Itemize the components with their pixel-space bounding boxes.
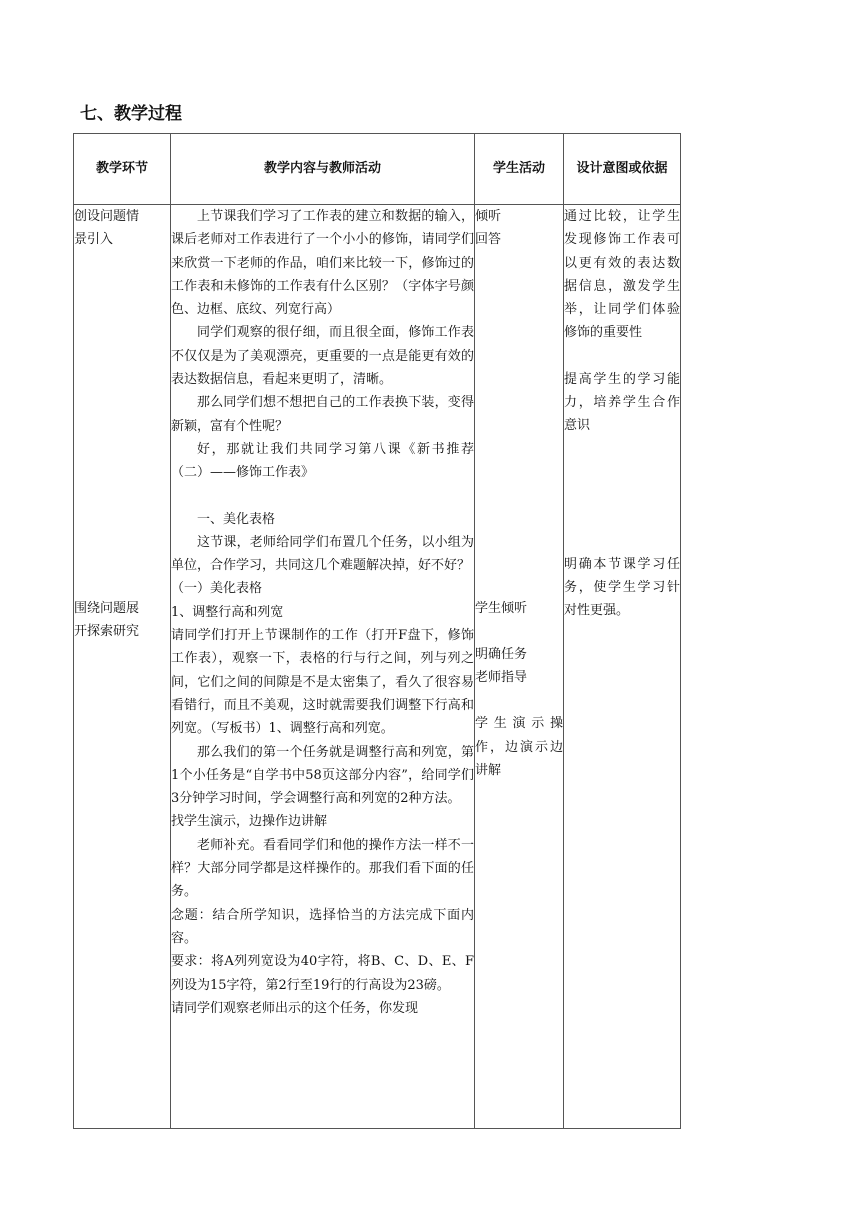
stage1-title-line: 景引入 bbox=[74, 232, 114, 248]
content-column bbox=[171, 205, 475, 1129]
stage2-paragraph: （一）美化表格 bbox=[171, 581, 263, 597]
stage2-student-line: 明确任务 bbox=[475, 646, 528, 662]
stage2-paragraph: 请同学们打开上节课制作的工作（打开F盘下，修饰工作表），观察一下，表格的行与行之间，列与列之间，它们之间的间隙是不是太密集了，看久了很容易看错行，而且不美观，这时就需要我们调整下行高和列宽。（写板书）1、调整行高和列宽。 bbox=[171, 628, 474, 737]
stage2-paragraph: 念题：结合所学知识，选择恰当的方法完成下面内容。 bbox=[171, 907, 474, 946]
teaching-process-table bbox=[73, 133, 681, 1129]
stage2-paragraph: 找学生演示，边操作边讲解 bbox=[171, 814, 328, 830]
stage2-paragraph: 那么我们的第一个任务就是调整行高和列宽，第1个小任务是“自学书中58页这部分内容”，给同学们3分钟学习时间，学会调整行高和列宽的2种方法。 bbox=[171, 744, 474, 807]
stage1-paragraph: 同学们观察的很仔细，而且很全面，修饰工作表不仅仅是为了美观漂亮，更重要的一点是能更有效的表达数据信息，看起来更明了，清晰。 bbox=[171, 325, 474, 388]
student-column bbox=[475, 205, 564, 1129]
stage1-student-line: 倾听 bbox=[475, 209, 502, 224]
table-header-row bbox=[74, 134, 681, 205]
stage1-paragraph: 那么同学们想不想把自己的工作表换下装，变得新颖，富有个性呢？ bbox=[171, 395, 474, 434]
stage1-intent: 通过比较，让学生发现修饰工作表可以更有效的表达数据信息，激发学生举，让同学们体验修饰的重要性 bbox=[564, 209, 680, 341]
stage2-student-line: 学生演示操作，边演示边讲解 bbox=[475, 716, 563, 779]
stage2-paragraph: 老师补充。看看同学们和他的操作方法一样不一样？大部分同学都是这样操作的。那我们看下面的任务。 bbox=[171, 837, 474, 900]
stage1-paragraph: 好，那就让我们共同学习第八课《新书推荐（二）——修饰工作表》 bbox=[171, 441, 474, 481]
section-heading: 七、教学过程 bbox=[80, 104, 182, 124]
stage2-title-line: 开探索研究 bbox=[74, 623, 140, 639]
stage1-paragraph: 上节课我们学习了工作表的建立和数据的输入，课后老师对工作表进行了一个小小的修饰，请同学们来欣赏一下老师的作品，咱们来比较一下，修饰过的工作表和未修饰的工作表有什么区别？（字体字号颜色、边框、底纹、列宽行高） bbox=[171, 209, 474, 318]
header-student: 学生活动 bbox=[475, 134, 564, 205]
header-stage: 教学环节 bbox=[74, 134, 171, 205]
stage-column bbox=[74, 205, 171, 1129]
intent-column bbox=[564, 205, 681, 1129]
stage2-title-line: 围绕问题展 bbox=[74, 600, 140, 616]
stage2-paragraph: 这节课，老师给同学们布置几个任务，以小组为单位，合作学习，共同这几个难题解决掉，好不好？ bbox=[171, 534, 474, 574]
stage2-student-line: 老师指导 bbox=[475, 670, 528, 686]
header-content: 教学内容与教师活动 bbox=[171, 134, 475, 205]
stage2-paragraph: 请同学们观察老师出示的这个任务，你发现 bbox=[171, 1000, 419, 1016]
stage2-paragraph: 要求：将A列列宽设为40字符，将B、C、D、E、F列设为15字符，第2行至19行的行高设为23磅。 bbox=[171, 954, 474, 993]
header-intent: 设计意图或依据 bbox=[564, 134, 681, 205]
stage2-subheading: 一、美化表格 bbox=[197, 511, 276, 527]
table-row bbox=[74, 205, 681, 1129]
stage2-intent: 明确本节课学习任务，使学生学习针对性更强。 bbox=[564, 556, 680, 619]
stage1-student-line: 回答 bbox=[475, 232, 502, 248]
stage2-paragraph: 1、调整行高和列宽 bbox=[171, 604, 284, 620]
stage1-intent: 提高学生的学习能力，培养学生合作意识 bbox=[564, 371, 680, 434]
stage1-title-line: 创设问题情 bbox=[74, 209, 140, 224]
stage2-student-line: 学生倾听 bbox=[475, 600, 528, 616]
